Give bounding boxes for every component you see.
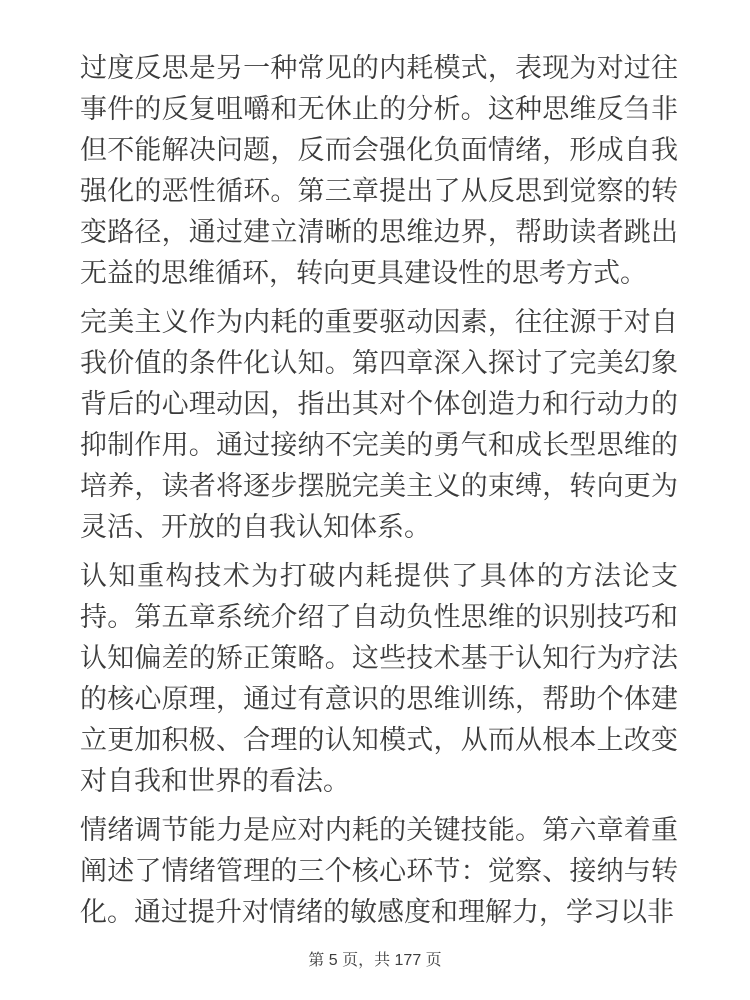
paragraph-perfectionism: 完美主义作为内耗的重要驱动因素，往往源于对自我价值的条件化认知。第四章深入探讨了完美幻象背后的心理动因，指出其对个体创造力和行动力的抑制作用。通过接纳不完美的勇气和成长型思维的培养，读者将逐步摆脱完美主义的束缚，转向更为灵活、开放的自我认知体系。 <box>80 307 678 542</box>
paragraph-emotion-regulation: 情绪调节能力是应对内耗的关键技能。第六章着重阐述了情绪管理的三个核心环节：觉察、接纳与转化。通过提升对情绪的敏感度和理解力，学习以非 <box>80 815 678 927</box>
paragraph-cognitive-restructuring: 认知重构技术为打破内耗提供了具体的方法论支持。第五章系统介绍了自动负性思维的识别技巧和认知偏差的矫正策略。这些技术基于认知行为疗法的核心原理，通过有意识的思维训练，帮助个体建立更加积极、合理的认知模式，从而从根本上改变对自我和世界的看法。 <box>80 561 678 796</box>
page-number-footer: 第 5 页，共 177 页 <box>308 952 442 969</box>
paragraph-overthinking: 过度反思是另一种常见的内耗模式，表现为对过往事件的反复咀嚼和无休止的分析。这种思维反刍非但不能解决问题，反而会强化负面情绪，形成自我强化的恶性循环。第三章提出了从反思到觉察的转变路径，通过建立清晰的思维边界，帮助读者跳出无益的思维循环，转向更具建设性的思考方式。 <box>80 53 678 288</box>
